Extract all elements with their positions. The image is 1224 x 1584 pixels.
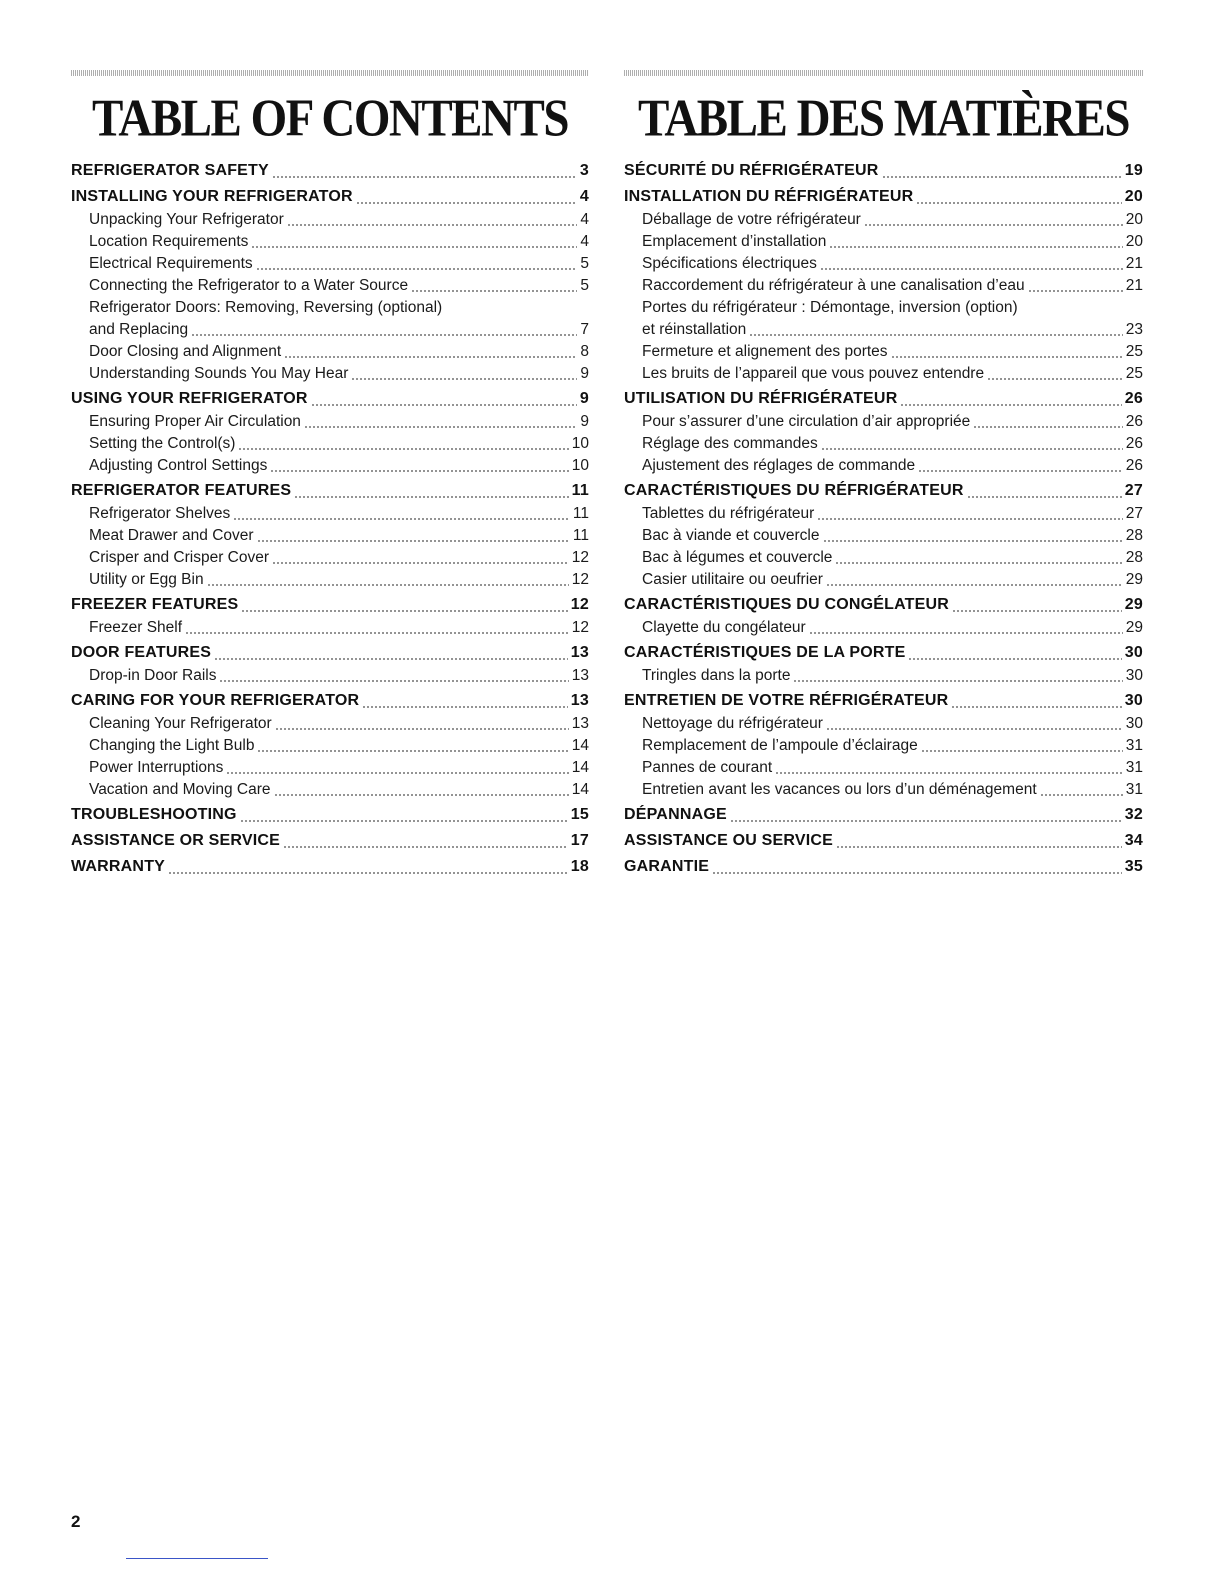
toc-entry-page-number: 5: [580, 255, 589, 272]
toc-subsection-entry: [71, 757, 589, 779]
dot-leader: [918, 455, 1123, 477]
toc-entry-page-number: 9: [580, 413, 589, 430]
toc-entry-page-number: 17: [570, 832, 589, 849]
dot-leader: [952, 592, 1122, 617]
toc-entry-label: et réinstallation: [642, 321, 747, 338]
toc-entry-label: Nettoyage du réfrigérateur: [642, 715, 823, 732]
dot-leader: [241, 592, 567, 617]
toc-entry-page-number: 29: [1125, 571, 1143, 588]
dot-leader: [826, 713, 1123, 735]
toc-entry-label: INSTALLATION DU RÉFRIGÉRATEUR: [624, 188, 914, 205]
toc-entry-label: Ensuring Proper Air Circulation: [89, 413, 301, 430]
toc-subsection-entry: [71, 713, 589, 735]
toc-subsection-entry: [624, 617, 1143, 639]
toc-entry-label: Entretien avant les vacances ou lors d’un déménagement: [642, 781, 1037, 798]
toc-section-entry: [624, 184, 1143, 209]
dot-leader: [356, 184, 577, 209]
toc-section-entry: [624, 802, 1143, 827]
dot-leader: [793, 665, 1122, 687]
toc-entry-label: CARACTÉRISTIQUES DU RÉFRIGÉRATEUR: [624, 482, 964, 499]
dot-leader: [835, 547, 1122, 569]
dot-leader: [257, 735, 568, 757]
toc-entry-page-number: 12: [571, 619, 589, 636]
toc-entry-page-number: 30: [1124, 644, 1143, 661]
toc-entry-page-number: 30: [1125, 667, 1143, 684]
dot-leader: [272, 158, 577, 183]
toc-entry-page-number: 30: [1125, 715, 1143, 732]
toc-entry-page-number: 13: [571, 667, 589, 684]
toc-entry-label: Freezer Shelf: [89, 619, 183, 636]
dotted-rule: [71, 70, 589, 76]
toc-entry-label: Tablettes du réfrigérateur: [642, 505, 815, 522]
toc-entry-label: REFRIGERATOR FEATURES: [71, 482, 292, 499]
dot-leader: [214, 640, 568, 665]
toc-entry-label: Ajustement des réglages de commande: [642, 457, 916, 474]
dot-leader: [916, 184, 1121, 209]
dot-leader: [238, 433, 568, 455]
toc-entry-label: Clayette du congélateur: [642, 619, 806, 636]
toc-section-entry: [71, 854, 589, 879]
dot-leader: [219, 665, 568, 687]
dot-leader: [294, 478, 568, 503]
toc-section-entry: [624, 592, 1143, 617]
toc-entry-page-number: 21: [1125, 277, 1143, 294]
toc-entry-label: UTILISATION DU RÉFRIGÉRATEUR: [624, 390, 898, 407]
toc-section-entry: [624, 688, 1143, 713]
toc-entry-label: Les bruits de l’appareil que vous pouvez entendre: [642, 365, 985, 382]
toc-subsection-entry: [624, 275, 1143, 297]
toc-entry-page-number: 12: [570, 596, 589, 613]
toc-subsection-entry: [624, 319, 1143, 341]
toc-subsection-entry: [624, 253, 1143, 275]
dot-leader: [274, 779, 569, 801]
dot-leader: [864, 209, 1123, 231]
toc-subsection-entry: [624, 231, 1143, 253]
toc-entry-page-number: 14: [571, 737, 589, 754]
toc-entry-label: Refrigerator Shelves: [89, 505, 231, 522]
toc-entry-label: ASSISTANCE OU SERVICE: [624, 832, 833, 849]
toc-subsection-entry: [624, 713, 1143, 735]
dot-leader: [362, 688, 568, 713]
dot-leader: [251, 231, 577, 253]
toc-entry-page-number: 12: [571, 549, 589, 566]
toc-subsection-entry: [71, 319, 589, 341]
dot-leader: [256, 253, 578, 275]
toc-subsection-entry: [624, 363, 1143, 385]
toc-section-entry: [71, 184, 589, 209]
toc-subsection-entry: [624, 779, 1143, 801]
toc-entry-page-number: 11: [571, 482, 589, 499]
dot-leader: [809, 617, 1123, 639]
toc-entry-label: CARING FOR YOUR REFRIGERATOR: [71, 692, 360, 709]
toc-entry-page-number: 34: [1124, 832, 1143, 849]
toc-entry-page-number: 27: [1124, 482, 1143, 499]
dot-leader: [820, 253, 1123, 275]
toc-entry-label: Déballage de votre réfrigérateur: [642, 211, 861, 228]
toc-entry-page-number: 11: [572, 527, 589, 544]
toc-subsection-entry: [624, 569, 1143, 591]
toc-entry-label: WARRANTY: [71, 858, 166, 875]
toc-entry-page-number: 11: [572, 505, 589, 522]
toc-entry-page-number: 31: [1125, 759, 1143, 776]
toc-entry-label: Unpacking Your Refrigerator: [89, 211, 284, 228]
toc-section-entry: [71, 688, 589, 713]
toc-subsection-entry: [624, 525, 1143, 547]
toc-entry-label: Utility or Egg Bin: [89, 571, 204, 588]
toc-entry-page-number: 4: [579, 188, 589, 205]
dot-leader: [283, 828, 568, 853]
toc-entry-label: Refrigerator Doors: Removing, Reversing (optional): [89, 299, 443, 316]
toc-subsection-entry: [624, 297, 1143, 319]
dot-leader: [817, 503, 1122, 525]
toc-section-entry: [71, 802, 589, 827]
toc-entry-page-number: 18: [570, 858, 589, 875]
toc-entry-page-number: 32: [1124, 806, 1143, 823]
toc-entry-label: TROUBLESHOOTING: [71, 806, 237, 823]
toc-subsection-entry: [624, 757, 1143, 779]
toc-subsection-entry: [71, 231, 589, 253]
dot-leader: [226, 757, 568, 779]
dot-leader: [921, 735, 1123, 757]
toc-entry-label: CARACTÉRISTIQUES DE LA PORTE: [624, 644, 906, 661]
toc-entry-label: ENTRETIEN DE VOTRE RÉFRIGÉRATEUR: [624, 692, 949, 709]
toc-section-entry: [71, 640, 589, 665]
bottom-rule: [126, 1558, 268, 1559]
dot-leader: [951, 688, 1121, 713]
dot-leader: [973, 411, 1122, 433]
dot-leader: [987, 363, 1123, 385]
toc-subsection-entry: [71, 209, 589, 231]
toc-subsection-entry: [624, 411, 1143, 433]
toc-entry-page-number: 14: [571, 759, 589, 776]
toc-entry-label: Vacation and Moving Care: [89, 781, 271, 798]
toc-section-entry: [71, 592, 589, 617]
toc-subsection-entry: [71, 411, 589, 433]
dot-leader: [967, 478, 1122, 503]
toc-english-title: TABLE OF CONTENTS: [92, 89, 568, 148]
toc-entry-label: Remplacement de l’ampoule d’éclairage: [642, 737, 918, 754]
toc-entry-label: Crisper and Crisper Cover: [89, 549, 270, 566]
toc-entry-page-number: 26: [1125, 435, 1143, 452]
toc-entry-page-number: 5: [580, 277, 589, 294]
dot-leader: [272, 547, 569, 569]
dot-leader: [240, 802, 568, 827]
dot-leader: [821, 433, 1123, 455]
toc-entry-label: Power Interruptions: [89, 759, 224, 776]
toc-entry-page-number: 8: [580, 343, 589, 360]
dot-leader: [185, 617, 569, 639]
toc-entry-label: Bac à viande et couvercle: [642, 527, 820, 544]
toc-section-entry: [624, 478, 1143, 503]
dot-leader: [908, 640, 1121, 665]
page-number: 2: [71, 1512, 81, 1531]
toc-entry-label: Pour s’assurer d’une circulation d’air appropriée: [642, 413, 971, 430]
toc-section-entry: [624, 854, 1143, 879]
toc-entry-label: Fermeture et alignement des portes: [642, 343, 888, 360]
toc-subsection-entry: [71, 503, 589, 525]
toc-entry-page-number: 10: [571, 457, 589, 474]
toc-entry-label: Bac à légumes et couvercle: [642, 549, 833, 566]
toc-entry-page-number: 28: [1125, 549, 1143, 566]
toc-entry-page-number: 13: [570, 644, 589, 661]
toc-subsection-entry: [624, 433, 1143, 455]
dot-leader: [284, 341, 577, 363]
dot-leader: [191, 319, 577, 341]
toc-entry-page-number: 35: [1124, 858, 1143, 875]
toc-entry-label: INSTALLING YOUR REFRIGERATOR: [71, 188, 353, 205]
toc-entry-label: Location Requirements: [89, 233, 249, 250]
toc-entry-page-number: 13: [571, 715, 589, 732]
toc-subsection-entry: [71, 341, 589, 363]
toc-entry-label: Meat Drawer and Cover: [89, 527, 254, 544]
toc-entry-label: Tringles dans la porte: [642, 667, 791, 684]
dot-leader: [287, 209, 578, 231]
dot-leader: [207, 569, 569, 591]
toc-entry-page-number: 20: [1125, 211, 1143, 228]
dot-leader: [749, 319, 1122, 341]
dot-leader: [304, 411, 577, 433]
toc-subsection-entry: [71, 275, 589, 297]
toc-entry-label: and Replacing: [89, 321, 189, 338]
toc-english-column: [71, 70, 589, 879]
toc-entry-label: Casier utilitaire ou oeufrier: [642, 571, 823, 588]
toc-entry-label: Changing the Light Bulb: [89, 737, 255, 754]
toc-entry-page-number: 25: [1125, 365, 1143, 382]
dot-leader: [891, 341, 1123, 363]
dot-leader: [275, 713, 569, 735]
toc-subsection-entry: [624, 735, 1143, 757]
dot-leader: [311, 386, 577, 411]
toc-french-list: [624, 158, 1143, 879]
dot-leader: [730, 802, 1122, 827]
dot-leader: [411, 275, 577, 297]
toc-subsection-entry: [624, 503, 1143, 525]
toc-entry-label: Understanding Sounds You May Hear: [89, 365, 349, 382]
toc-entry-page-number: 20: [1125, 233, 1143, 250]
toc-subsection-entry: [71, 253, 589, 275]
toc-entry-page-number: 23: [1125, 321, 1143, 338]
toc-entry-label: ASSISTANCE OR SERVICE: [71, 832, 280, 849]
toc-entry-page-number: 3: [579, 162, 589, 179]
toc-subsection-entry: [71, 735, 589, 757]
toc-entry-page-number: 30: [1124, 692, 1143, 709]
toc-entry-label: Door Closing and Alignment: [89, 343, 282, 360]
toc-entry-page-number: 25: [1125, 343, 1143, 360]
dot-leader: [233, 503, 570, 525]
dot-leader: [270, 455, 568, 477]
toc-entry-page-number: 4: [580, 211, 589, 228]
toc-section-entry: [71, 386, 589, 411]
toc-entry-label: Spécifications électriques: [642, 255, 817, 272]
toc-subsection-entry: [71, 297, 589, 319]
toc-section-entry: [624, 828, 1143, 853]
toc-entry-label: Raccordement du réfrigérateur à une canalisation d’eau: [642, 277, 1025, 294]
dot-leader: [823, 525, 1123, 547]
dot-leader: [1040, 779, 1123, 801]
toc-entry-page-number: 10: [571, 435, 589, 452]
toc-entry-page-number: 28: [1125, 527, 1143, 544]
toc-entry-page-number: 27: [1125, 505, 1143, 522]
toc-entry-page-number: 4: [580, 233, 589, 250]
toc-entry-page-number: 15: [570, 806, 589, 823]
toc-entry-label: DOOR FEATURES: [71, 644, 212, 661]
toc-entry-page-number: 9: [579, 390, 589, 407]
toc-entry-page-number: 26: [1125, 413, 1143, 430]
dot-leader: [775, 757, 1123, 779]
toc-subsection-entry: [71, 665, 589, 687]
dot-leader: [882, 158, 1122, 183]
dot-leader: [900, 386, 1121, 411]
toc-entry-label: Pannes de courant: [642, 759, 773, 776]
toc-entry-label: Setting the Control(s): [89, 435, 236, 452]
toc-subsection-entry: [624, 455, 1143, 477]
toc-entry-label: FREEZER FEATURES: [71, 596, 239, 613]
toc-entry-page-number: 31: [1125, 781, 1143, 798]
dotted-rule: [624, 70, 1143, 76]
toc-entry-page-number: 19: [1124, 162, 1143, 179]
toc-subsection-entry: [71, 455, 589, 477]
toc-entry-label: REFRIGERATOR SAFETY: [71, 162, 269, 179]
toc-entry-label: CARACTÉRISTIQUES DU CONGÉLATEUR: [624, 596, 950, 613]
toc-section-entry: [71, 828, 589, 853]
toc-subsection-entry: [71, 433, 589, 455]
toc-entry-label: SÉCURITÉ DU RÉFRIGÉRATEUR: [624, 162, 879, 179]
toc-section-entry: [624, 158, 1143, 183]
toc-entry-label: USING YOUR REFRIGERATOR: [71, 390, 308, 407]
toc-french-title: TABLE DES MATIÈRES: [637, 89, 1129, 148]
toc-entry-page-number: 14: [571, 781, 589, 798]
toc-entry-page-number: 20: [1124, 188, 1143, 205]
toc-french-column: [624, 70, 1143, 879]
dot-leader: [712, 854, 1122, 879]
toc-entry-label: Drop-in Door Rails: [89, 667, 217, 684]
dot-leader: [1028, 275, 1123, 297]
toc-subsection-entry: [71, 617, 589, 639]
toc-entry-label: Portes du réfrigérateur : Démontage, inversion (option): [642, 299, 1018, 316]
toc-english-list: [71, 158, 589, 879]
toc-subsection-entry: [71, 525, 589, 547]
toc-entry-label: DÉPANNAGE: [624, 806, 727, 823]
toc-section-entry: [624, 640, 1143, 665]
toc-section-entry: [71, 478, 589, 503]
toc-subsection-entry: [624, 665, 1143, 687]
dot-leader: [351, 363, 577, 385]
toc-entry-page-number: 29: [1125, 619, 1143, 636]
toc-section-entry: [71, 158, 589, 183]
toc-entry-label: Réglage des commandes: [642, 435, 818, 452]
toc-subsection-entry: [71, 779, 589, 801]
toc-entry-page-number: 21: [1125, 255, 1143, 272]
toc-entry-label: Emplacement d’installation: [642, 233, 827, 250]
toc-entry-label: Connecting the Refrigerator to a Water Source: [89, 277, 409, 294]
toc-subsection-entry: [624, 341, 1143, 363]
toc-subsection-entry: [71, 363, 589, 385]
dot-leader: [168, 854, 568, 879]
toc-entry-page-number: 7: [580, 321, 589, 338]
toc-section-entry: [624, 386, 1143, 411]
dot-leader: [829, 231, 1122, 253]
toc-entry-label: Cleaning Your Refrigerator: [89, 715, 272, 732]
toc-entry-page-number: 26: [1124, 390, 1143, 407]
dot-leader: [836, 828, 1122, 853]
toc-entry-label: Adjusting Control Settings: [89, 457, 268, 474]
toc-entry-page-number: 9: [580, 365, 589, 382]
dot-leader: [826, 569, 1123, 591]
toc-subsection-entry: [71, 569, 589, 591]
toc-entry-page-number: 12: [571, 571, 589, 588]
toc-subsection-entry: [71, 547, 589, 569]
toc-entry-page-number: 26: [1125, 457, 1143, 474]
toc-entry-label: GARANTIE: [624, 858, 710, 875]
toc-entry-page-number: 13: [570, 692, 589, 709]
toc-subsection-entry: [624, 209, 1143, 231]
toc-subsection-entry: [624, 547, 1143, 569]
toc-entry-page-number: 29: [1124, 596, 1143, 613]
toc-entry-page-number: 31: [1125, 737, 1143, 754]
dot-leader: [257, 525, 570, 547]
toc-entry-label: Electrical Requirements: [89, 255, 253, 272]
